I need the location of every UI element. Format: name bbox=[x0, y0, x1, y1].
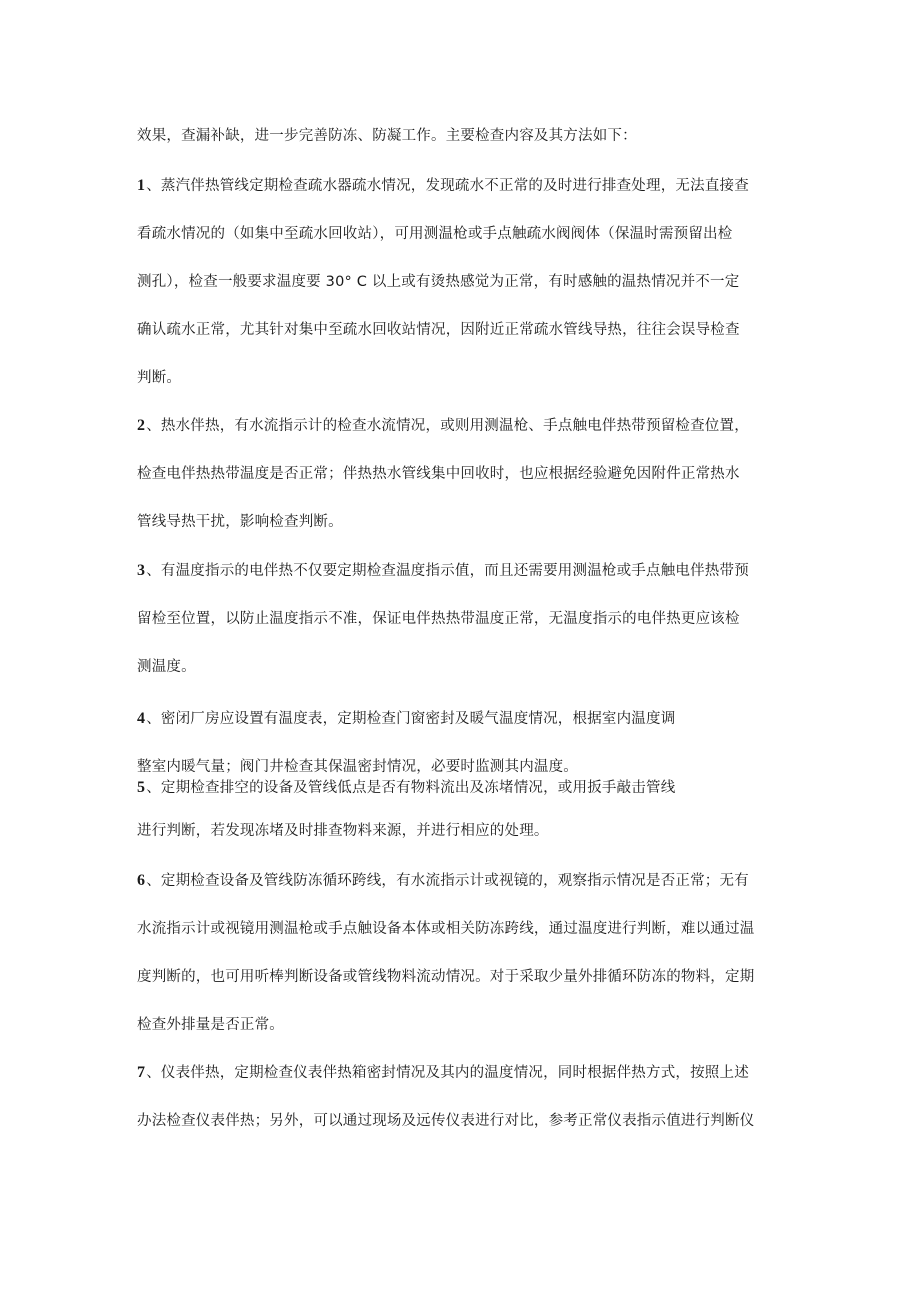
item-1-line-4: 确认疏水正常，尤其针对集中至疏水回收站情况，因附近正常疏水管线导热，往往会误导检查 bbox=[137, 322, 740, 338]
item-2-line-3: 管线导热干扰，影响检查判断。 bbox=[137, 514, 343, 530]
item-1-line-1 bbox=[137, 176, 797, 196]
item-6-line-1 bbox=[137, 871, 797, 891]
item-3-line-1 bbox=[137, 561, 797, 581]
item-number: 7 bbox=[137, 1064, 146, 1081]
item-2-line-2: 检查电伴热热带温度是否正常；伴热热水管线集中回收时，也应根据经验避免因附件正常热水 bbox=[137, 466, 740, 482]
item-number: 3 bbox=[137, 562, 146, 579]
item-1-line-2: 看疏水情况的（如集中至疏水回收站），可用测温枪或手点触疏水阀阀体（保温时需预留出检 bbox=[137, 226, 733, 242]
item-text: 、定期检查设备及管线防冻循环跨线，有水流指示计或视镜的，观察指示情况是否正常；无有 bbox=[146, 873, 749, 889]
item-5-line-1 bbox=[137, 778, 797, 798]
item-3-line-2: 留检至位置，以防止温度指示不准，保证电伴热热带温度正常，无温度指示的电伴热更应该检 bbox=[137, 611, 740, 627]
item-text: 、蒸汽伴热管线定期检查疏水器疏水情况，发现疏水不正常的及时进行排查处理，无法直接查 bbox=[146, 178, 749, 194]
item-text: 、仪表伴热，定期检查仪表伴热箱密封情况及其内的温度情况，同时根据伴热方式，按照上述 bbox=[146, 1065, 749, 1081]
item-5-line-2: 进行判断，若发现冻堵及时排查物料来源，并进行相应的处理。 bbox=[137, 823, 549, 839]
item-3-line-3: 测温度。 bbox=[137, 659, 196, 675]
item-number: 5 bbox=[137, 779, 146, 796]
item-1-line-3: 测孔），检查一般要求温度要 30° C 以上或有烫热感觉为正常，有时感触的温热情况并不一定 bbox=[137, 274, 740, 290]
item-7-line-2: 办法检查仪表伴热；另外，可以通过现场及远传仪表进行对比，参考正常仪表指示值进行判断仪 bbox=[137, 1113, 755, 1129]
item-2-line-1 bbox=[137, 416, 797, 436]
item-6-line-4: 检查外排量是否正常。 bbox=[137, 1017, 284, 1033]
item-number: 4 bbox=[137, 710, 146, 727]
item-text: 、定期检查排空的设备及管线低点是否有物料流出及冻堵情况，或用扳手敲击管线 bbox=[146, 780, 676, 796]
item-6-line-3: 度判断的，也可用听棒判断设备或管线物料流动情况。对于采取少量外排循环防冻的物料，定期 bbox=[137, 969, 755, 985]
item-text: 、密闭厂房应设置有温度表，定期检查门窗密封及暖气温度情况，根据室内温度调 bbox=[146, 711, 676, 727]
item-4-line-2: 整室内暖气量；阀门井检查其保温密封情况，必要时监测其内温度。 bbox=[137, 759, 578, 775]
item-number: 2 bbox=[137, 417, 146, 434]
item-1-line-5: 判断。 bbox=[137, 370, 182, 386]
item-4-line-1 bbox=[137, 709, 797, 729]
intro-line: 效果，查漏补缺，进一步完善防冻、防凝工作。主要检查内容及其方法如下： bbox=[137, 128, 637, 144]
item-text: 、有温度指示的电伴热不仅要定期检查温度指示值，而且还需要用测温枪或手点触电伴热带预 bbox=[146, 563, 749, 579]
item-7-line-1 bbox=[137, 1063, 797, 1083]
item-6-line-2: 水流指示计或视镜用测温枪或手点触设备本体或相关防冻跨线，通过温度进行判断，难以通过温 bbox=[137, 921, 755, 937]
item-text: 、热水伴热，有水流指示计的检查水流情况，或则用测温枪、手点触电伴热带预留检查位置， bbox=[146, 418, 749, 434]
item-number: 6 bbox=[137, 872, 146, 889]
item-number: 1 bbox=[137, 177, 146, 194]
